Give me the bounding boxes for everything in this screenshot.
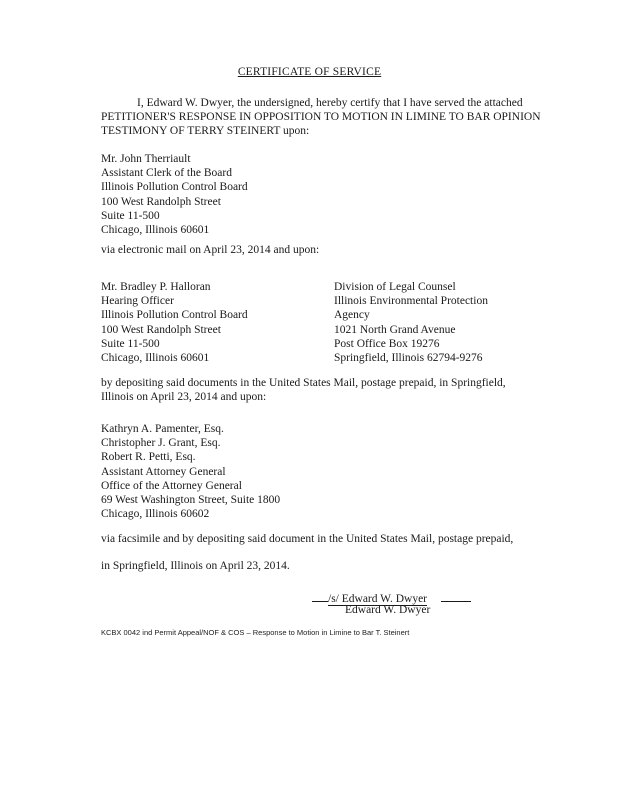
signer-name: Edward W. Dwyer	[345, 604, 431, 616]
signature-line	[312, 591, 471, 605]
document-footer: KCBX 0042 ind Permit Appeal/NOF & COS – Response to Motion in Limine to Bar T. Steinert	[101, 628, 410, 637]
address-line: 69 West Washington Street, Suite 1800	[101, 494, 281, 507]
address-line: Chicago, Illinois 60601	[101, 224, 210, 237]
address-line: Agency	[334, 309, 370, 322]
signature-text: /s/ Edward W. Dwyer	[328, 593, 428, 605]
address-line: Christopher J. Grant, Esq.	[101, 437, 221, 450]
intro-paragraph: I, Edward W. Dwyer, the undersigned, hereby certify that I have served the attached PETITIONER'S RESPONSE IN OPPOSITION TO MOTION IN LIMINE TO BAR OPINION TESTIMONY OF TERRY STEINERT upon:	[101, 97, 541, 137]
address-line: Assistant Clerk of the Board	[101, 167, 232, 180]
address-line: Mr. Bradley P. Halloran	[101, 281, 211, 293]
address-line: Illinois Pollution Control Board	[101, 181, 248, 194]
address-line: Assistant Attorney General	[101, 465, 226, 478]
address-line: Office of the Attorney General	[101, 479, 242, 492]
recipient-block-iepa	[334, 280, 488, 365]
address-line: Illinois Pollution Control Board	[101, 309, 248, 322]
address-line: Illinois Environmental Protection	[334, 295, 488, 308]
signature-rule-right	[441, 591, 471, 602]
service-method-facsimile: via facsimile and by depositing said document in the United States Mail, postage prepaid,	[101, 533, 514, 545]
address-line: 100 West Randolph Street	[101, 323, 221, 336]
address-line: Springfield, Illinois 62794-9276	[334, 352, 483, 365]
address-line: 100 West Randolph Street	[101, 195, 221, 208]
address-line: Division of Legal Counsel	[334, 281, 456, 293]
address-line: 1021 North Grand Avenue	[334, 323, 456, 336]
recipient-block-attorney-general	[101, 422, 280, 521]
address-line: Post Office Box 19276	[334, 337, 440, 350]
signature-rule-left	[312, 591, 328, 602]
service-location-date: in Springfield, Illinois on April 23, 2014.	[101, 560, 290, 572]
page-title: CERTIFICATE OF SERVICE	[237, 66, 382, 78]
address-line: Mr. John Therriault	[101, 153, 191, 165]
recipient-block-clerk	[101, 152, 248, 237]
address-line: Kathryn A. Pamenter, Esq.	[101, 423, 224, 435]
address-line: Robert R. Petti, Esq.	[101, 451, 196, 464]
address-line: Suite 11-500	[101, 209, 160, 222]
service-method-mail: by depositing said documents in the United States Mail, postage prepaid, in Springfield, Illinois on April 23, 2014 and upon:	[101, 377, 506, 403]
address-line: Chicago, Illinois 60601	[101, 352, 210, 365]
recipient-block-hearing-officer	[101, 280, 248, 365]
address-line: Chicago, Illinois 60602	[101, 508, 210, 521]
address-line: Suite 11-500	[101, 337, 160, 350]
service-method-email: via electronic mail on April 23, 2014 and upon:	[101, 244, 320, 256]
address-line: Hearing Officer	[101, 295, 174, 308]
